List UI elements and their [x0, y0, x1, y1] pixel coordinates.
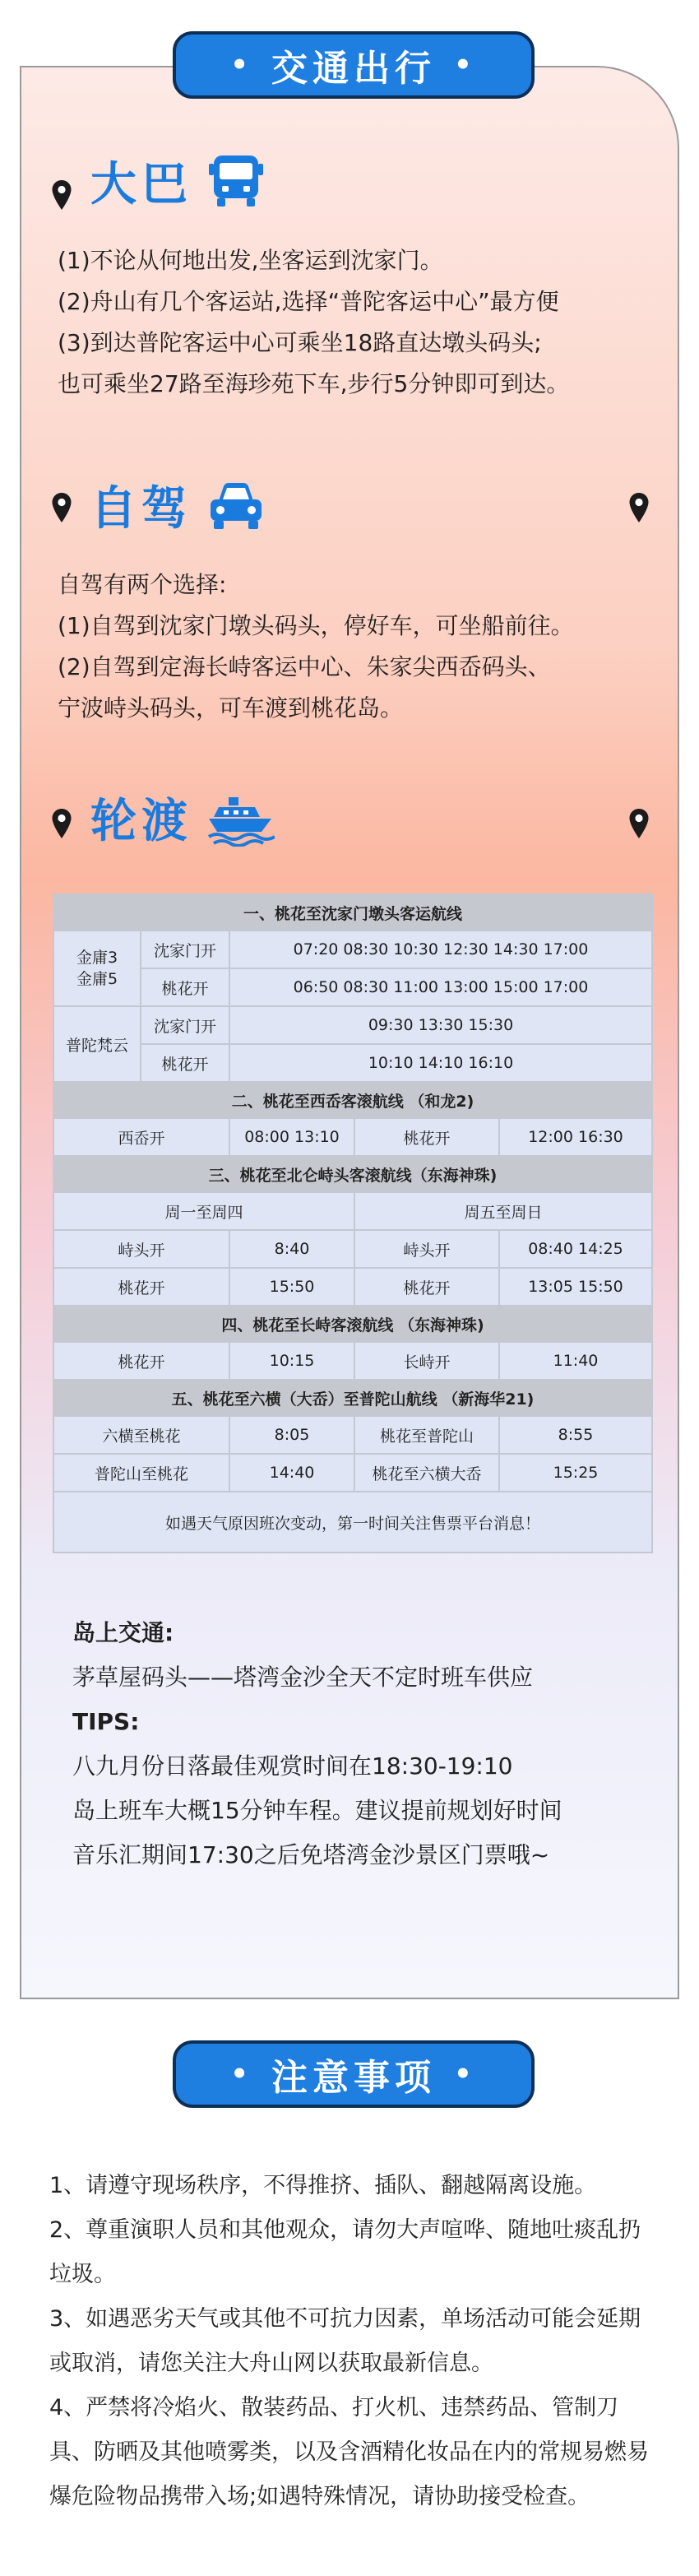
schedule-times: 11:40 — [499, 1342, 652, 1380]
location-pin-icon — [51, 492, 72, 523]
departure-port: 峙头开 — [354, 1230, 499, 1268]
weekend-header: 周五至周日 — [354, 1192, 652, 1230]
bus-line-4: 也可乘坐27路至海珍苑下车,步行5分钟即可到达。 — [58, 370, 570, 397]
route-3-title: 三、桃花至北仑峙头客滚航线（东海神珠) — [53, 1156, 652, 1192]
ferry-timetable — [53, 893, 653, 1553]
schedule-times: 13:05 15:50 — [499, 1268, 652, 1306]
ship-icon — [206, 789, 275, 847]
schedule-times: 09:30 13:30 15:30 — [229, 1006, 652, 1044]
drive-line-1: 自驾有两个选择: — [58, 571, 227, 598]
departure-port: 西岙开 — [53, 1118, 229, 1156]
transport-header-title: 交通出行 — [271, 48, 436, 90]
drive-title: 自驾 — [90, 481, 192, 536]
table-row — [53, 1268, 652, 1306]
table-row — [53, 1380, 652, 1416]
notice-header-title: 注意事项 — [271, 2057, 436, 2099]
tip-1: 八九月份日落最佳观赏时间在18:30-19:10 — [72, 1752, 513, 1780]
header-bullet-left: • — [230, 49, 253, 81]
island-line: 茅草屋码头——塔湾金沙全天不定时班车供应 — [72, 1664, 534, 1691]
departure-port: 峙头开 — [53, 1230, 229, 1268]
departure-port: 桃花开 — [354, 1268, 499, 1306]
schedule-times: 07:20 08:30 10:30 12:30 14:30 17:00 — [229, 931, 652, 968]
departure-port: 桃花开 — [53, 1268, 229, 1306]
departure-port: 桃花开 — [354, 1118, 499, 1156]
bus-title: 大巴 — [90, 157, 192, 211]
schedule-times: 10:10 14:10 16:10 — [229, 1044, 652, 1082]
schedule-times: 12:00 16:30 — [499, 1118, 652, 1156]
weekday-header: 周一至周四 — [53, 1192, 354, 1230]
schedule-times: 14:40 — [229, 1454, 354, 1492]
schedule-times: 8:05 — [229, 1416, 354, 1454]
schedule-times: 06:50 08:30 11:00 13:00 15:00 17:00 — [229, 968, 652, 1006]
table-row — [53, 1118, 652, 1156]
table-row — [53, 1454, 652, 1492]
schedule-notice: 如遇天气原因班次变动，第一时间关注售票平台消息！ — [53, 1492, 652, 1553]
location-pin-icon — [51, 179, 72, 211]
departure-port: 六横至桃花 — [53, 1416, 229, 1454]
route-5-title: 五、桃花至六横（大岙）至普陀山航线 （新海华21) — [53, 1380, 652, 1416]
table-row — [53, 1230, 652, 1268]
departure-port: 桃花开 — [53, 1342, 229, 1380]
table-row — [53, 931, 652, 968]
notice-item-3: 3、如遇恶劣天气或其他不可抗力因素，单场活动可能会延期或取消，请您关注大舟山网以获取最新信息。 — [49, 2306, 641, 2376]
table-row — [53, 1082, 652, 1118]
drive-line-4: 宁波峙头码头，可车渡到桃花岛。 — [58, 694, 404, 722]
table-row — [53, 1492, 652, 1553]
header-bullet-left: • — [230, 2058, 253, 2091]
route-1-title: 一、桃花至沈家门墩头客运航线 — [53, 894, 652, 931]
bus-instructions — [58, 240, 569, 405]
tip-3: 音乐汇期间17:30之后免塔湾金沙景区门票哦~ — [72, 1841, 550, 1868]
schedule-times: 15:50 — [229, 1268, 354, 1306]
notice-list — [49, 2164, 658, 2519]
ferry-title: 轮渡 — [90, 794, 192, 848]
departure-port: 沈家门开 — [141, 1006, 229, 1044]
header-bullet-right: • — [454, 49, 477, 81]
location-pin-icon — [51, 808, 72, 839]
table-row — [53, 1306, 652, 1342]
departure-port: 桃花至六横大岙 — [354, 1454, 499, 1492]
schedule-times: 10:15 — [229, 1342, 354, 1380]
ship-name: 普陀梵云 — [53, 1006, 141, 1082]
bus-icon — [206, 152, 266, 210]
island-transport — [72, 1611, 562, 1877]
departure-port: 桃花至普陀山 — [354, 1416, 499, 1454]
route-4-title: 四、桃花至长峙客滚航线 （东海神珠) — [53, 1306, 652, 1342]
bus-line-1: (1)不论从何地出发,坐客运到沈家门。 — [58, 247, 443, 274]
ship-name: 金庸3 金庸5 — [53, 931, 141, 1006]
departure-port: 长峙开 — [354, 1342, 499, 1380]
schedule-times: 15:25 — [499, 1454, 652, 1492]
bus-line-3: (3)到达普陀客运中心可乘坐18路直达墩头码头; — [58, 329, 542, 356]
departure-port: 沈家门开 — [141, 931, 229, 968]
schedule-times: 08:00 13:10 — [229, 1118, 354, 1156]
location-pin-icon — [628, 492, 650, 523]
transport-header — [173, 31, 535, 99]
departure-port: 普陀山至桃花 — [53, 1454, 229, 1492]
table-row — [53, 1006, 652, 1044]
departure-port: 桃花开 — [141, 1044, 229, 1082]
route-2-title: 二、桃花至西岙客滚航线 （和龙2) — [53, 1082, 652, 1118]
table-row — [53, 894, 652, 931]
notice-item-2: 2、尊重演职人员和其他观众，请勿大声喧哗、随地吐痰乱扔垃圾。 — [49, 2217, 641, 2287]
departure-port: 桃花开 — [141, 968, 229, 1006]
table-row — [53, 1156, 652, 1192]
car-icon — [206, 476, 266, 534]
schedule-times: 08:40 14:25 — [499, 1230, 652, 1268]
drive-instructions — [58, 564, 574, 729]
bus-line-2: (2)舟山有几个客运站,选择“普陀客运中心”最方便 — [58, 288, 559, 315]
island-title: 岛上交通: — [72, 1619, 174, 1646]
notice-item-1: 1、请遵守现场秩序，不得推挤、插队、翻越隔离设施。 — [49, 2173, 597, 2198]
notice-header — [173, 2040, 535, 2108]
schedule-times: 8:55 — [499, 1416, 652, 1454]
drive-line-3: (2)自驾到定海长峙客运中心、朱家尖西岙码头、 — [58, 653, 551, 680]
location-pin-icon — [628, 808, 650, 839]
tips-title: TIPS: — [72, 1708, 140, 1735]
table-row — [53, 1342, 652, 1380]
table-row — [53, 1192, 652, 1230]
tip-2: 岛上班车大概15分钟车程。建议提前规划好时间 — [72, 1797, 562, 1824]
ferry-section-header — [90, 785, 275, 851]
bus-section-header — [90, 148, 266, 214]
drive-line-2: (1)自驾到沈家门墩头码头，停好车，可坐船前往。 — [58, 612, 574, 639]
table-row — [53, 1044, 652, 1082]
header-bullet-right: • — [454, 2058, 477, 2091]
schedule-times: 8:40 — [229, 1230, 354, 1268]
drive-section-header — [90, 472, 266, 538]
notice-item-4: 4、严禁将冷焰火、散装药品、打火机、违禁药品、管制刀具、防晒及其他喷雾类，以及含酒精化妆品在内的常规易燃易爆危险物品携带入场;如遇特殊情况，请协助接受检查。 — [49, 2395, 649, 2509]
table-row — [53, 968, 652, 1006]
table-row — [53, 1416, 652, 1454]
